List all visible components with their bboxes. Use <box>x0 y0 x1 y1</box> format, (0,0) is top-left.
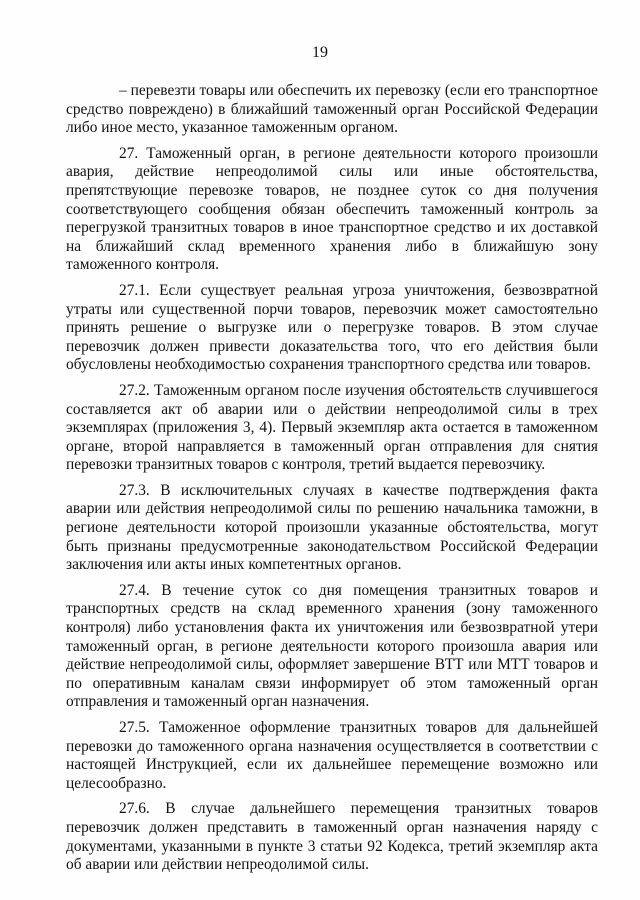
paragraph-27-1: 27.1. Если существует реальная угроза уничтожения, безвозвратной утраты или существенной порчи товаров, перевозчик может самостоятельно принять решение о выгрузке или о перегрузке товаров. В этом случае перевозчик должен привести доказательства того, что его действия были обусловлены необходимостью сохранения транспортного средства или товаров. <box>66 281 598 374</box>
paragraph-27: 27. Таможенный орган, в регионе деятельности которого произошли авария, действие непреодолимой силы или иные обстоятельства, препятствующие перевозке товаров, не позднее суток со дня получения соответствующего сообщения обязан обеспечить таможенный контроль за перегрузкой транзитных товаров в иное транспортное средство и их доставкой на ближайший склад временного хранения либо в ближайшую зону таможенного контроля. <box>66 144 598 274</box>
paragraph-27-3: 27.3. В исключительных случаях в качестве подтверждения факта аварии или действия непреодолимой силы по решению начальника таможни, в регионе деятельности которой произошли указанные обстоятельства, могут быть признаны предусмотренные законодательством Российской Федерации заключения или акты иных компетентных органов. <box>66 481 598 574</box>
paragraph-dash-item: – перевезти товары или обеспечить их перевозку (если его транспортное средство повреждено) в ближайший таможенный орган Российской Федерации либо иное место, указанное таможенным органом. <box>66 82 598 137</box>
paragraph-27-6: 27.6. В случае дальнейшего перемещения транзитных товаров перевозчик должен представить в таможенный орган назначения наряду с документами, указанными в пункте 3 статьи 92 Кодекса, третий экземпляр акта об аварии или действии непреодолимой силы. <box>66 800 598 874</box>
document-body <box>66 82 598 882</box>
page-number: 19 <box>312 44 328 61</box>
paragraph-27-5: 27.5. Таможенное оформление транзитных товаров для дальнейшей перевозки до таможенного органа назначения осуществляется в соответствии с настоящей Инструкцией, если их дальнейшее перемещение возможно или целесообразно. <box>66 719 598 792</box>
paragraph-27-2: 27.2. Таможенным органом после изучения обстоятельств случившегося составляется акт об аварии или о действии непреодолимой силы в трех экземплярах (приложения 3, 4). Первый экземпляр акта остается в таможенном органе, второй направляется в таможенный орган отправления для снятия перевозки транзитных товаров с контроля, третий выдается перевозчику. <box>66 381 598 474</box>
paragraph-27-4: 27.4. В течение суток со дня помещения транзитных товаров и транспортных средств на склад временного хранения (зону таможенного контроля) либо установления факта их уничтожения или безвозвратной утери таможенный орган, в регионе деятельности которого произошла авария или действие непреодолимой силы, оформляет завершение ВТТ или МТТ товаров и по оперативным каналам связи информирует об этом таможенный орган отправления и таможенный орган назначения. <box>66 581 598 711</box>
